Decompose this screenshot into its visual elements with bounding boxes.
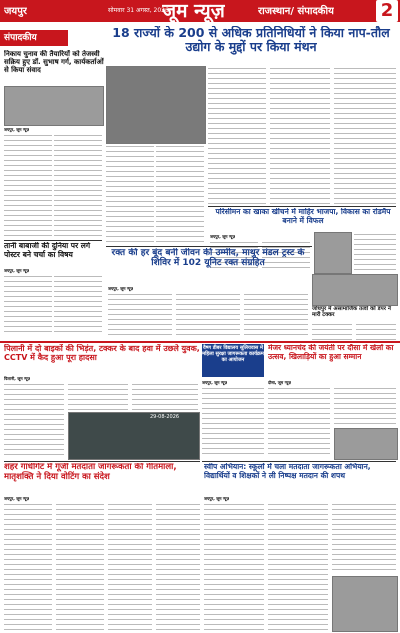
newspaper-logo: जूम न्यूज़ [162,0,225,22]
story-headline: निकाय चुनाव की तैयारियों को तेजस्वी सक्रिय हुए डॉ. सुभाष गर्ग, कार्यकर्ताओं से किया संवाद [4,50,104,75]
story-text-column [312,322,352,340]
story-text-column [202,386,264,458]
cctv-timestamp: 29-08-2026 [150,414,180,420]
story-text-column [54,274,102,336]
story-text-column [108,292,172,338]
story-photo [312,274,398,306]
story-text-column [356,322,396,340]
divider [208,206,396,207]
portrait-photo [314,232,352,274]
story-text-column [4,133,52,238]
story-text-column [334,66,396,206]
story-headline: शहर गांधीगेट में गूंजी मतदाता जागरूकता की गीतमाला, मातृशक्ति ने दिया वोटिंग का संदेश [4,463,177,482]
story-photo [4,86,104,126]
divider [0,341,400,343]
story-photo [334,428,398,460]
story-byline: जयपुर, जूम न्यूज़ [108,286,134,291]
story-text-column [268,386,330,458]
story-headline: मेजर ध्यानचंद की जयंती पर दौसा में खेलों का उत्सव, खिलाड़ियों का हुआ सम्मान [268,344,394,361]
story-text-column [108,502,152,630]
page-number: 2 [376,0,398,22]
story-text-column [54,133,102,238]
story-headline: जोधपुर में असामाजिक तत्वों को डंपर ने मारी टक्कर [312,306,391,319]
story-byline: जयपुर, जूम न्यूज़ [202,380,228,385]
section-title: राजस्थान/ संपादकीय [258,6,334,17]
story-headline: तानी बाबाजी की दुनिया पर लगे पोस्टर बने चर्चा का विषय [4,242,91,259]
story-text-column [4,382,64,458]
story-byline: जयपुर, जूम न्यूज़ [4,268,30,273]
story-byline: दौसा, जूम न्यूज़ [268,380,292,385]
story-text-column [204,502,264,630]
story-headline: परिसीमन का खाका खींचने में माहिर भाजपा, विकास का रोडमैप बनाने में विफल [215,208,391,225]
editorial-label: संपादकीय [0,30,68,46]
story-text-column [268,502,328,630]
story-headline: रक्त की हर बूंद बनी जीवन की उम्मीद, माथुर मंडल ट्रस्ट के शिविर में 102 यूनिट रक्त संग्रहित [111,248,305,269]
story-byline: जयपुर, जूम न्यूज़ [4,496,30,501]
story-byline: पिलानी, जूम न्यूज़ [4,376,31,381]
divider [202,461,396,462]
story-headline: वैष्ण डीबर विद्यालय सूलियवास में महिला सुरक्षा जागरूकता कार्यक्रम का आयोजन [202,344,264,377]
story-text-column [156,502,200,630]
lead-headline: 18 राज्यों के 200 से अधिक प्रतिनिधियों ने किया नाप-तौल उद्योग के मुद्दों पर किया मंथन [112,26,390,55]
story-text-column [156,144,204,244]
story-text-column [4,274,52,336]
divider [106,246,312,247]
issue-date: सोमवार 31 अगस्त, 2026 [108,7,169,14]
story-byline: जयपुर, जूम न्यूज़ [4,127,30,132]
story-headline: स्वीप अभियान: स्कूलों में चला मतदाता जागरूकता अभियान, विद्यार्थियों व शिक्षकों ने ली निष्पक्ष मतदान की शपथ [204,463,371,480]
story-byline: जयपुर, जूम न्यूज़ [204,496,230,501]
city-name: जयपुर [4,6,27,17]
story-text-column [334,386,396,426]
lead-photo [106,66,206,144]
story-photo [332,576,398,632]
story-text-column [176,292,240,338]
story-text-column [354,232,396,272]
story-text-column [208,66,266,206]
story-text-column [270,66,330,206]
cctv-photo [68,412,200,460]
story-byline: जयपुर, जूम न्यूज़ [210,234,236,239]
story-text-column [106,144,154,244]
story-text-column [56,502,104,630]
story-text-column [332,502,396,574]
story-text-column [244,292,308,338]
divider [4,461,200,462]
story-text-column [132,382,198,410]
story-text-column [4,502,52,630]
story-headline: पिलानी में दो बाइकों की भिड़ंत, टक्कर के बाद हवा में उछले युवक, CCTV में कैद हुआ पूरा हादसा [4,344,200,363]
divider [4,240,102,241]
story-text-column [68,382,128,410]
